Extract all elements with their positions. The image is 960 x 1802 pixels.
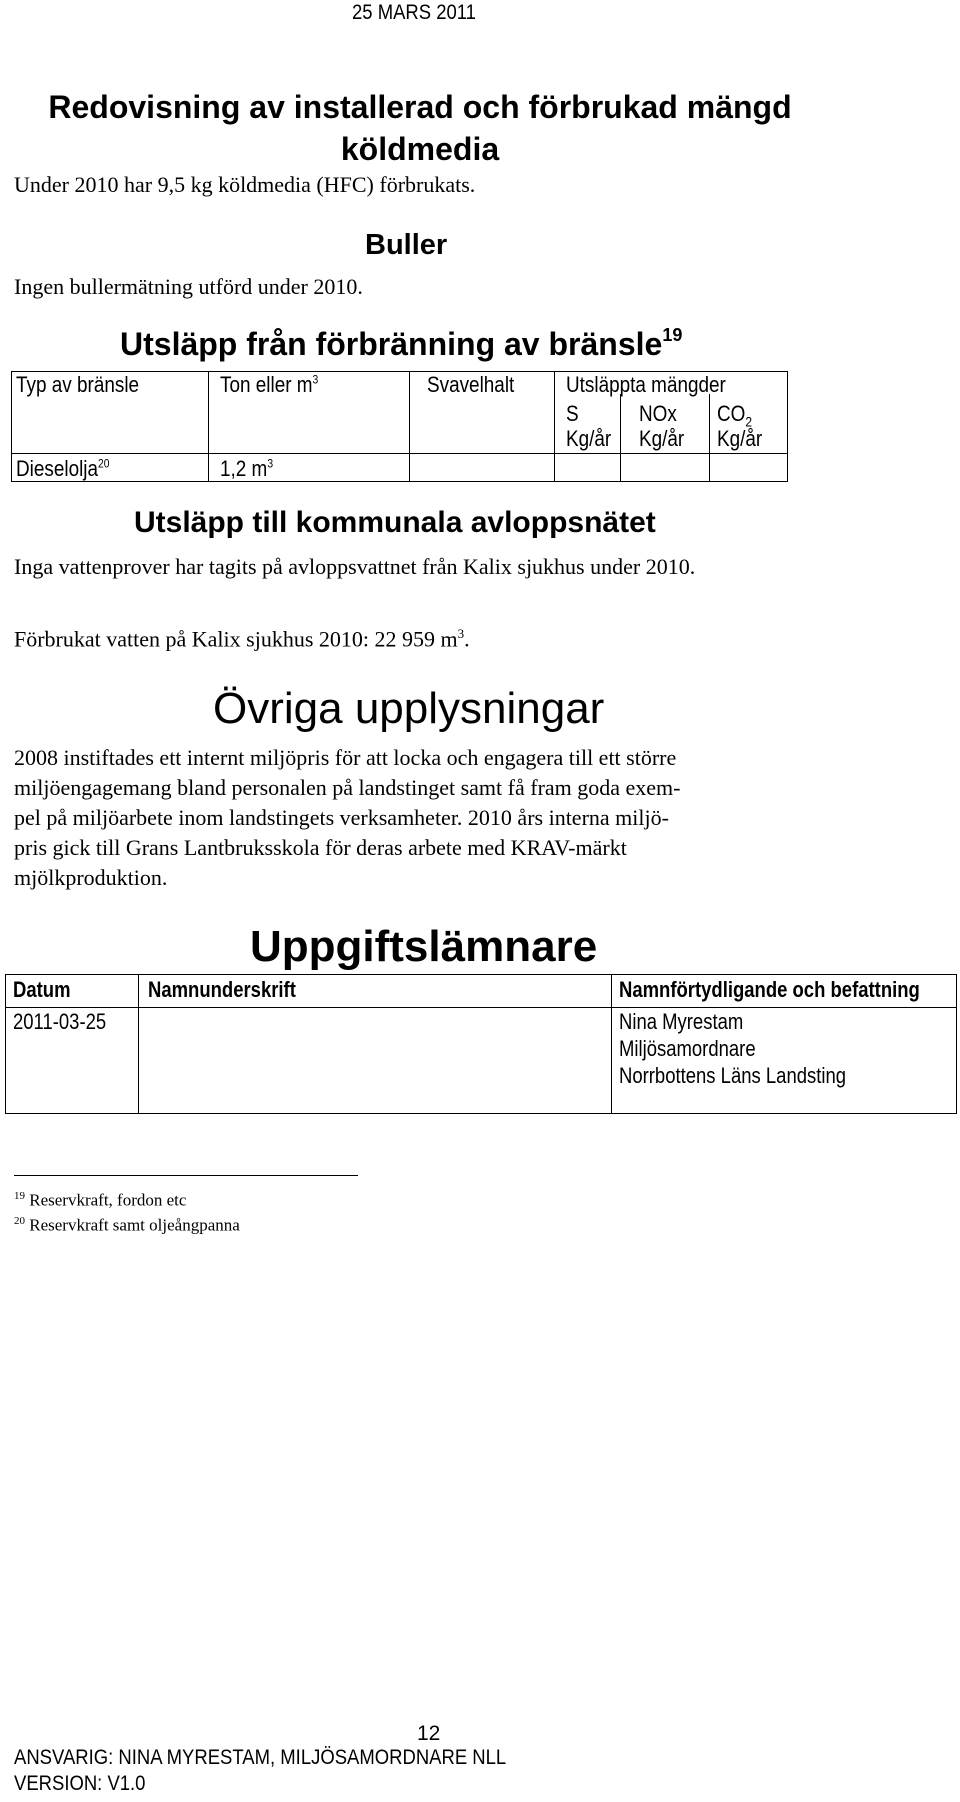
col-header-emissions: Utsläppta mängder [566,372,726,397]
footer-responsible: ANSVARIG: NINA MYRESTAM, MILJÖSAMORDNARE NLL [14,1746,507,1769]
water-end: . [464,626,470,652]
submitter-table [5,974,957,1114]
col-header-sulfur: Svavelhalt [427,372,515,397]
fuel-type-text: Dieselolja [16,456,99,481]
other-text [14,743,844,893]
co2-sub: 2 [745,413,753,430]
other-line: 2008 instiftades ett internt miljöpris för att locka och engagera till ett större [14,745,677,770]
col-header-nox-unit: Kg/år [639,426,685,451]
section-heading-fuel [120,326,682,363]
water-text: Förbrukat vatten på Kalix sjukhus 2010: 22 959 m [14,626,458,652]
fuel-emissions-table [11,371,788,482]
footer-version: VERSION: V1.0 [14,1772,146,1795]
table-cell-name-line: Miljösamordnare [619,1036,756,1061]
amount-sup: 3 [267,456,274,471]
amount-text: 1,2 m [220,456,268,481]
section-heading-other: Övriga upplysningar [213,684,605,733]
other-line: pel på miljöarbete inom landstingets verksamheter. 2010 års interna miljö- [14,805,669,830]
noise-text: Ingen bullermätning utförd under 2010. [14,274,363,299]
col-header-s-unit: Kg/år [566,426,612,451]
table-cell-amount [220,456,273,482]
header-date: 25 MARS 2011 [352,1,476,24]
table-divider [611,974,612,1114]
other-line: mjölkproduktion. [14,865,168,890]
section-heading-sewer: Utsläpp till kommunala avloppsnätet [134,506,656,539]
table-divider [5,1007,957,1008]
footnote-20 [14,1215,240,1236]
water-consumption-text [14,626,470,652]
footnote-rule [14,1175,358,1176]
footnote-ref: 20 [14,1215,25,1227]
footnote-ref: 19 [14,1190,25,1202]
col-header-fuel-type: Typ av bränsle [16,372,140,397]
footnote-ref-19: 19 [662,325,683,346]
footnote-ref-20: 20 [98,456,110,471]
col-header-co2-unit: Kg/år [717,426,763,451]
col-header-amount-text: Ton eller m [220,372,313,397]
footnote-19 [14,1190,186,1211]
refrigerant-text: Under 2010 har 9,5 kg köldmedia (HFC) förbrukats. [14,172,476,197]
sewer-text: Inga vattenprover har tagits på avloppsvattnet från Kalix sjukhus under 2010. [14,554,696,579]
table-cell-date: 2011-03-25 [13,1009,107,1034]
col-header-date: Datum [13,977,71,1002]
water-sup: 3 [457,626,465,641]
footnote-text: Reservkraft samt oljeångpanna [29,1215,240,1235]
col-header-amount-sup: 3 [312,372,319,387]
table-divider [11,453,788,454]
section-heading-submitter: Uppgiftslämnare [250,922,598,971]
col-header-amount [220,372,318,398]
col-header-s: S [566,401,579,426]
fuel-heading-text: Utsläpp från förbränning av bränsle [120,326,663,362]
other-line: pris gick till Grans Lantbruksskola för deras arbete med KRAV-märkt [14,835,627,860]
table-divider [208,371,209,482]
table-cell-name-line: Nina Myrestam [619,1009,744,1034]
section-heading-noise: Buller [365,229,448,261]
table-divider [709,394,710,482]
col-header-nox: NOx [639,401,677,426]
page-number: 12 [417,1722,441,1745]
other-line: miljöengagemang bland personalen på landstinget samt få fram goda exem- [14,775,681,800]
table-divider [138,974,139,1114]
table-cell-name-line: Norrbottens Läns Landsting [619,1063,847,1088]
table-cell-fuel-type [16,456,110,482]
co2-base: CO [717,401,746,426]
footnote-text: Reservkraft, fordon etc [29,1190,187,1210]
table-divider [620,394,621,482]
col-header-name: Namnförtydligande och befattning [619,977,920,1002]
section-heading-refrigerant: Redovisning av installerad och förbrukad mängd köldmedia [48,89,792,167]
col-header-signature: Namnunderskrift [148,977,296,1002]
table-divider [409,371,410,482]
table-divider [554,371,555,482]
